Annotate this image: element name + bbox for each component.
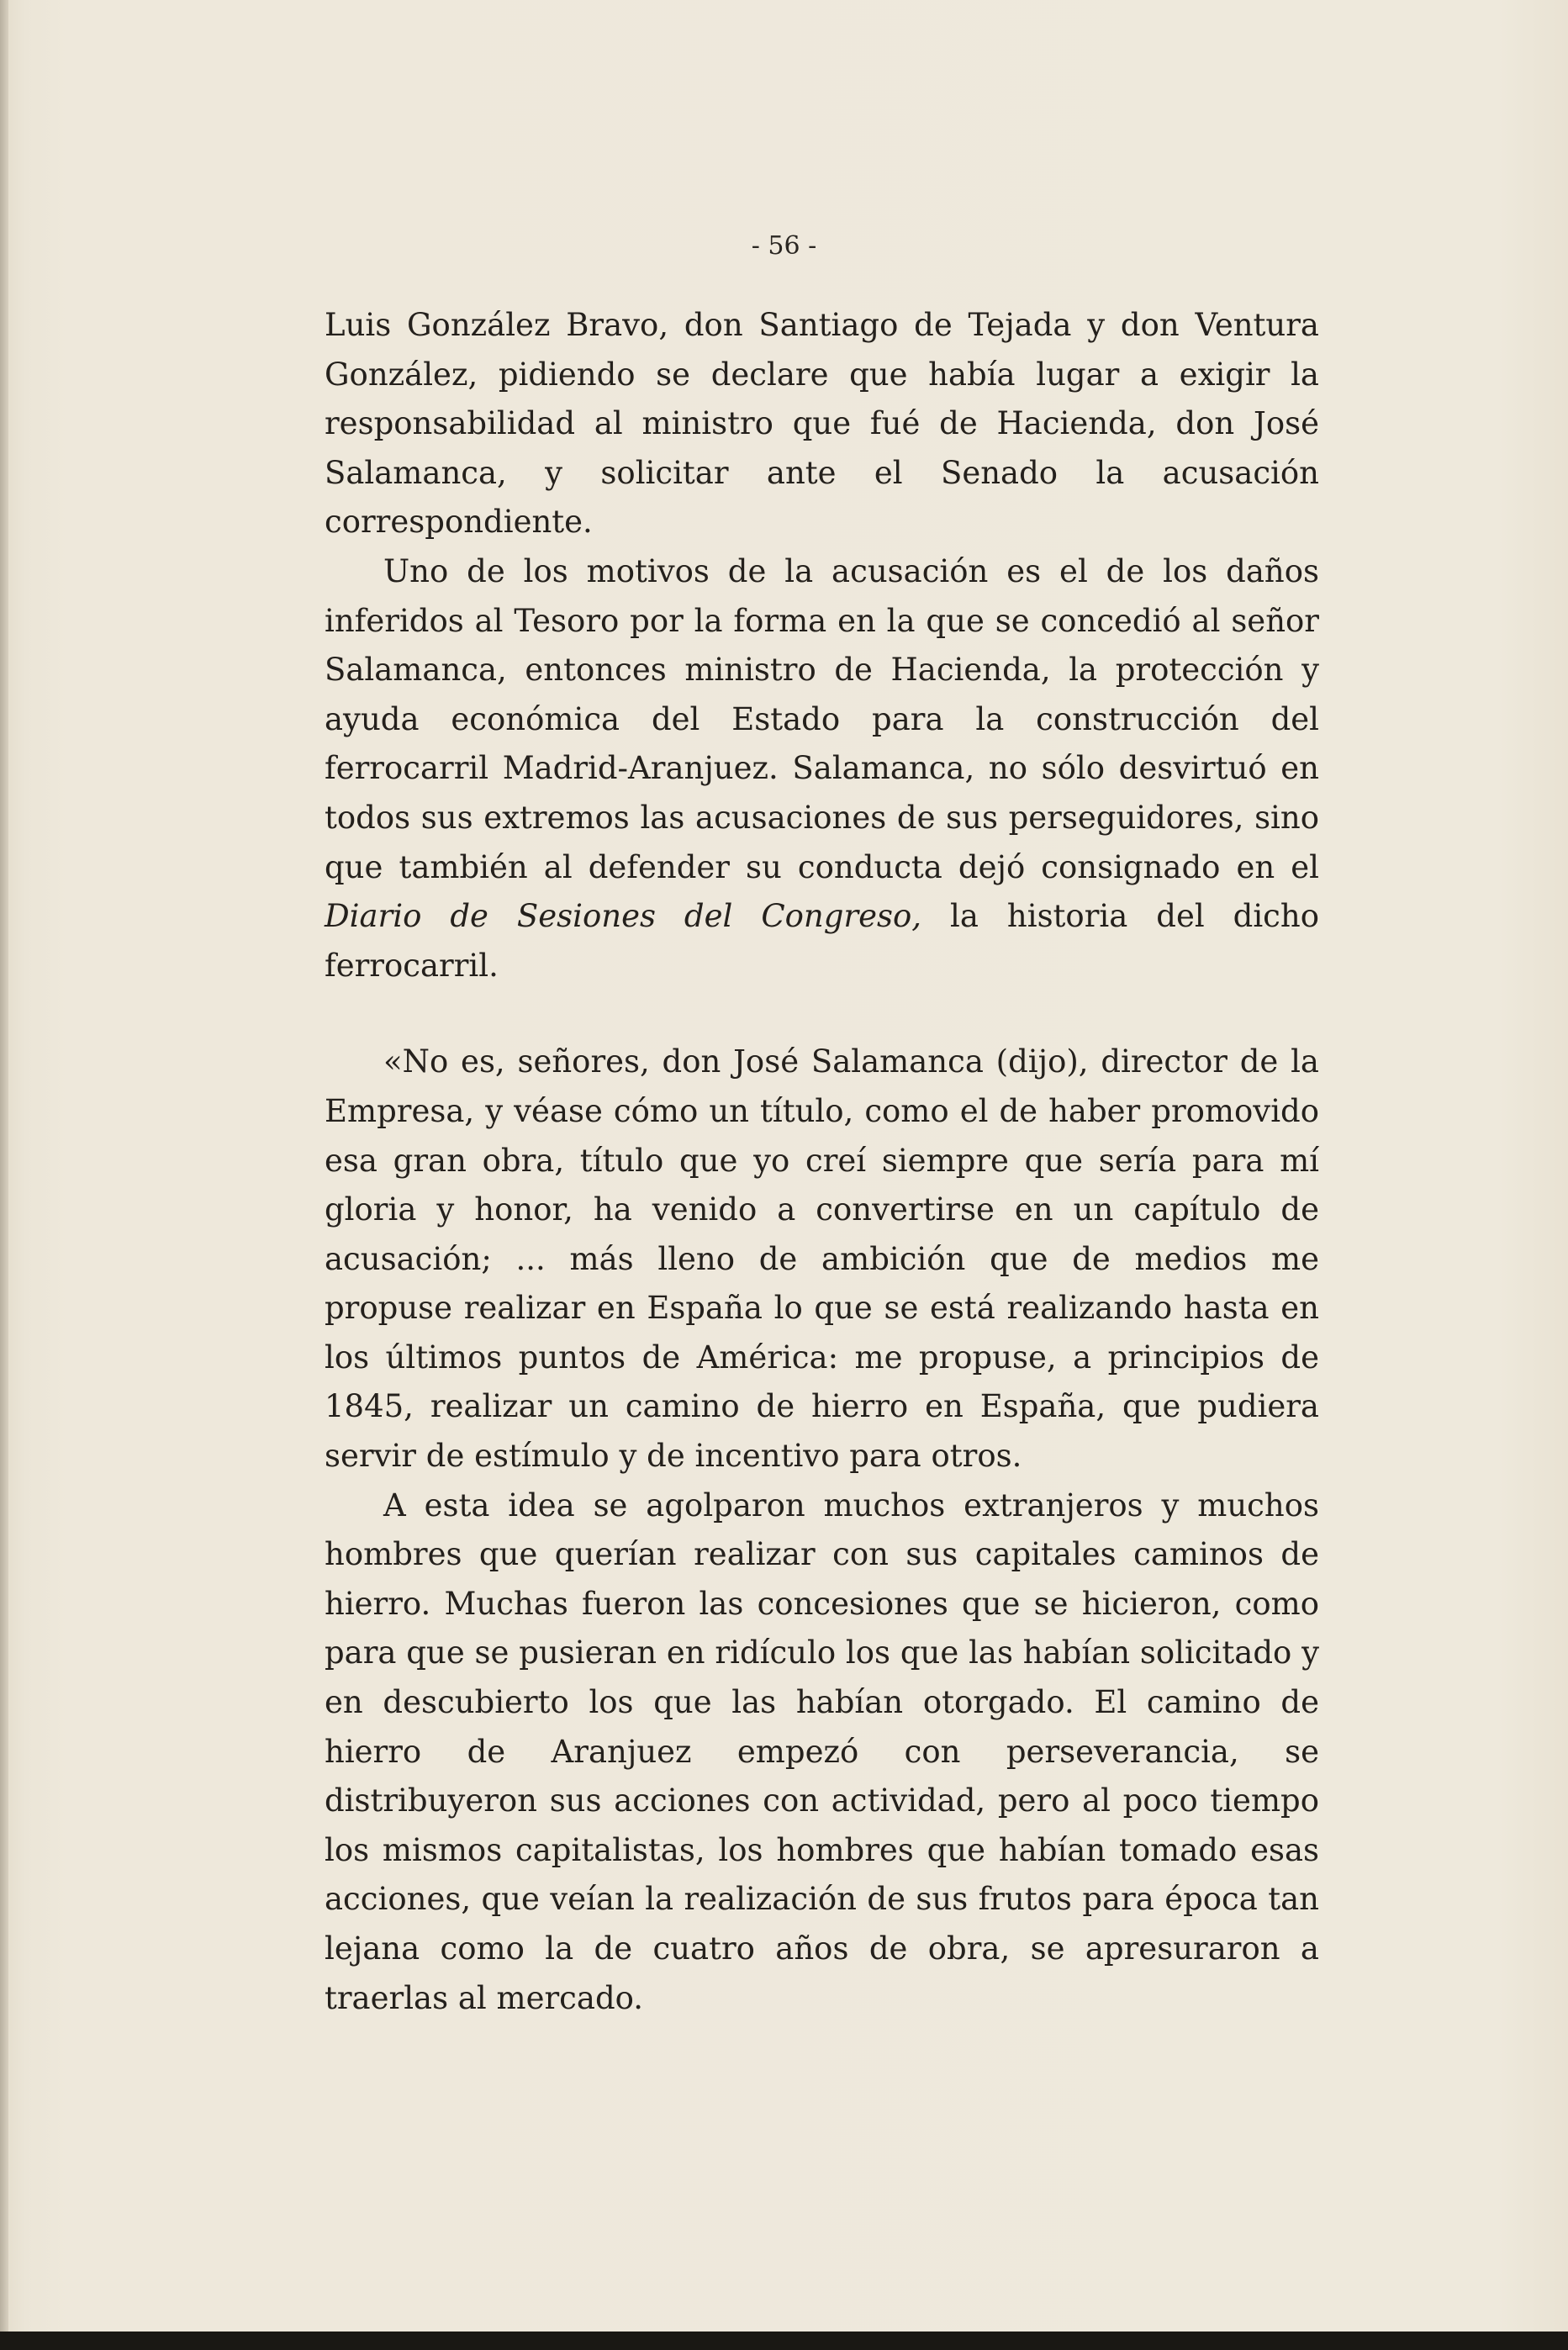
body-text [325, 301, 1319, 2023]
paragraph-3-text: «No es, señores, don José Salamanca (dijo), director de la Empresa, y véase cómo un título, como el de haber promovido esa gran obra, título que yo creí siempre que sería para mí gloria y honor, ha venido a convertirse en un capítulo de acusación; ... más lleno de ambición que de medios me propuse realizar en España lo que se está realizando hasta en los últimos puntos de América: me propuse, a principios de 1845, realizar un camino de hierro en España, que pudiera servir de estímulo y de incentivo para otros. [325, 1043, 1319, 1475]
paragraph-2-italic-title: Diario de Sesiones del Congreso, [325, 898, 922, 935]
paragraph-1 [325, 301, 1319, 547]
paragraph-4-text: A esta idea se agolparon muchos extranjeros y muchos hombres que querían realizar con sus capitales caminos de hierro. Muchas fueron las concesiones que se hicieron, como para que se pusieran en ridículo los que las habían solicitado y en descubierto los que las habían otorgado. El camino de hierro de Aranjuez empezó con perseverancia, se distribuyeron sus acciones con actividad, pero al poco tiempo los mismos capitalistas, los hombres que habían tomado esas acciones, que veían la realización de sus frutos para época tan lejana como la de cuatro años de obra, se apresuraron a traerlas al mercado. [325, 1487, 1319, 2016]
paragraph-1-text: Luis González Bravo, don Santiago de Tejada y don Ventura González, pidiendo se declare que había lugar a exigir la responsabilidad al ministro que fué de Hacienda, don José Salamanca, y solicitar ante el Senado la acusación correspondiente. [325, 307, 1319, 541]
paragraph-2 [325, 547, 1319, 990]
paragraph-4 [325, 1481, 1319, 2024]
scan-bottom-edge [0, 2332, 1568, 2350]
page-binding-edge [0, 0, 8, 2350]
page-number: - 56 - [751, 231, 817, 261]
paragraph-3-quote [325, 1038, 1319, 1481]
paragraph-2-text-end: la historia del dicho ferrocarril. [325, 898, 1319, 984]
paragraph-2-text: Uno de los motivos de la acusación es el de los daños inferidos al Tesoro por la forma en la que se concedió al señor Salamanca, entonces ministro de Hacienda, la protección y ayuda económica del Estado para la construcción del ferrocarril Madrid-Aranjuez. Salamanca, no sólo desvirtuó en todos sus extremos las acusaciones de sus perseguidores, sino que también al defender su conducta dejó consignado en el [325, 552, 1319, 885]
